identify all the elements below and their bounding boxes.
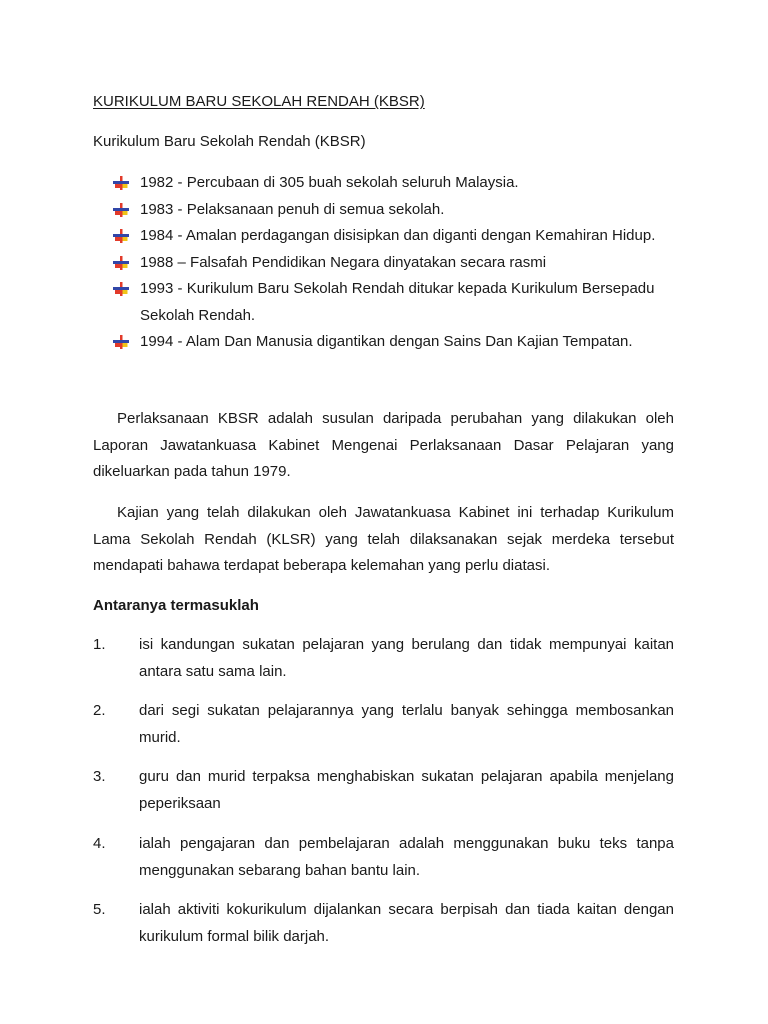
four-color-bullet-icon <box>113 176 129 190</box>
timeline-item-text: 1983 - Pelaksanaan penuh di semua sekolah. <box>140 200 445 218</box>
item-number: 3. <box>93 768 106 785</box>
paragraph-klsr-study: Kajian yang telah dilakukan oleh Jawatankuasa Kabinet ini terhadap Kurikulum Lama Sekolah Rendah (KLSR) yang telah dilaksanakan sejak merdeka tersebut mendapati bahawa terdapat beberapa kelemahan yang perlu diatasi. <box>93 504 674 574</box>
timeline-item-text: 1988 – Falsafah Pendidikan Negara dinyatakan secara rasmi <box>140 253 547 271</box>
timeline-item <box>113 329 683 356</box>
item-number: 2. <box>93 702 106 719</box>
item-text: dari segi sukatan pelajarannya yang terlalu banyak sehingga membosankan murid. <box>139 702 674 746</box>
document-title: KURIKULUM BARU SEKOLAH RENDAH (KBSR) <box>93 93 425 110</box>
item-number: 1. <box>93 636 106 653</box>
item-number: 4. <box>93 835 106 852</box>
four-color-bullet-icon <box>113 335 129 349</box>
timeline-list <box>113 170 683 356</box>
item-number: 5. <box>93 901 106 918</box>
list-heading: Antaranya termasuklah <box>93 597 259 614</box>
four-color-bullet-icon <box>113 229 129 243</box>
four-color-bullet-icon <box>113 282 129 296</box>
timeline-item <box>113 250 683 277</box>
timeline-item <box>113 197 683 224</box>
item-text: ialah aktiviti kokurikulum dijalankan secara berpisah dan tiada kaitan dengan kurikulum formal bilik darjah. <box>139 901 674 945</box>
four-color-bullet-icon <box>113 256 129 270</box>
timeline-item <box>113 170 683 197</box>
timeline-item-text: 1984 - Amalan perdagangan disisipkan dan diganti dengan Kemahiran Hidup. <box>140 227 656 244</box>
timeline-item-text: 1982 - Percubaan di 305 buah sekolah seluruh Malaysia. <box>140 174 519 191</box>
timeline-item <box>113 223 683 250</box>
document-subtitle: Kurikulum Baru Sekolah Rendah (KBSR) <box>93 133 366 150</box>
paragraph-kbsr-origin: Perlaksanaan KBSR adalah susulan daripada perubahan yang dilakukan oleh Laporan Jawatankuasa Kabinet Mengenai Perlaksanaan Dasar Pelajaran yang dikeluarkan pada tahun 1979. <box>93 410 674 480</box>
item-text: ialah pengajaran dan pembelajaran adalah menggunakan buku teks tanpa menggunakan sebarang bahan bantu lain. <box>139 835 674 879</box>
four-color-bullet-icon <box>113 203 129 217</box>
item-text: isi kandungan sukatan pelajaran yang berulang dan tidak mempunyai kaitan antara satu sama lain. <box>139 636 674 680</box>
timeline-item-text: 1993 - Kurikulum Baru Sekolah Rendah ditukar kepada Kurikulum Bersepadu Sekolah Rendah. <box>140 280 655 324</box>
timeline-item <box>113 276 683 329</box>
item-text: guru dan murid terpaksa menghabiskan sukatan pelajaran apabila menjelang peperiksaan <box>139 768 674 812</box>
timeline-item-text: 1994 - Alam Dan Manusia digantikan dengan Sains Dan Kajian Tempatan. <box>140 333 633 350</box>
